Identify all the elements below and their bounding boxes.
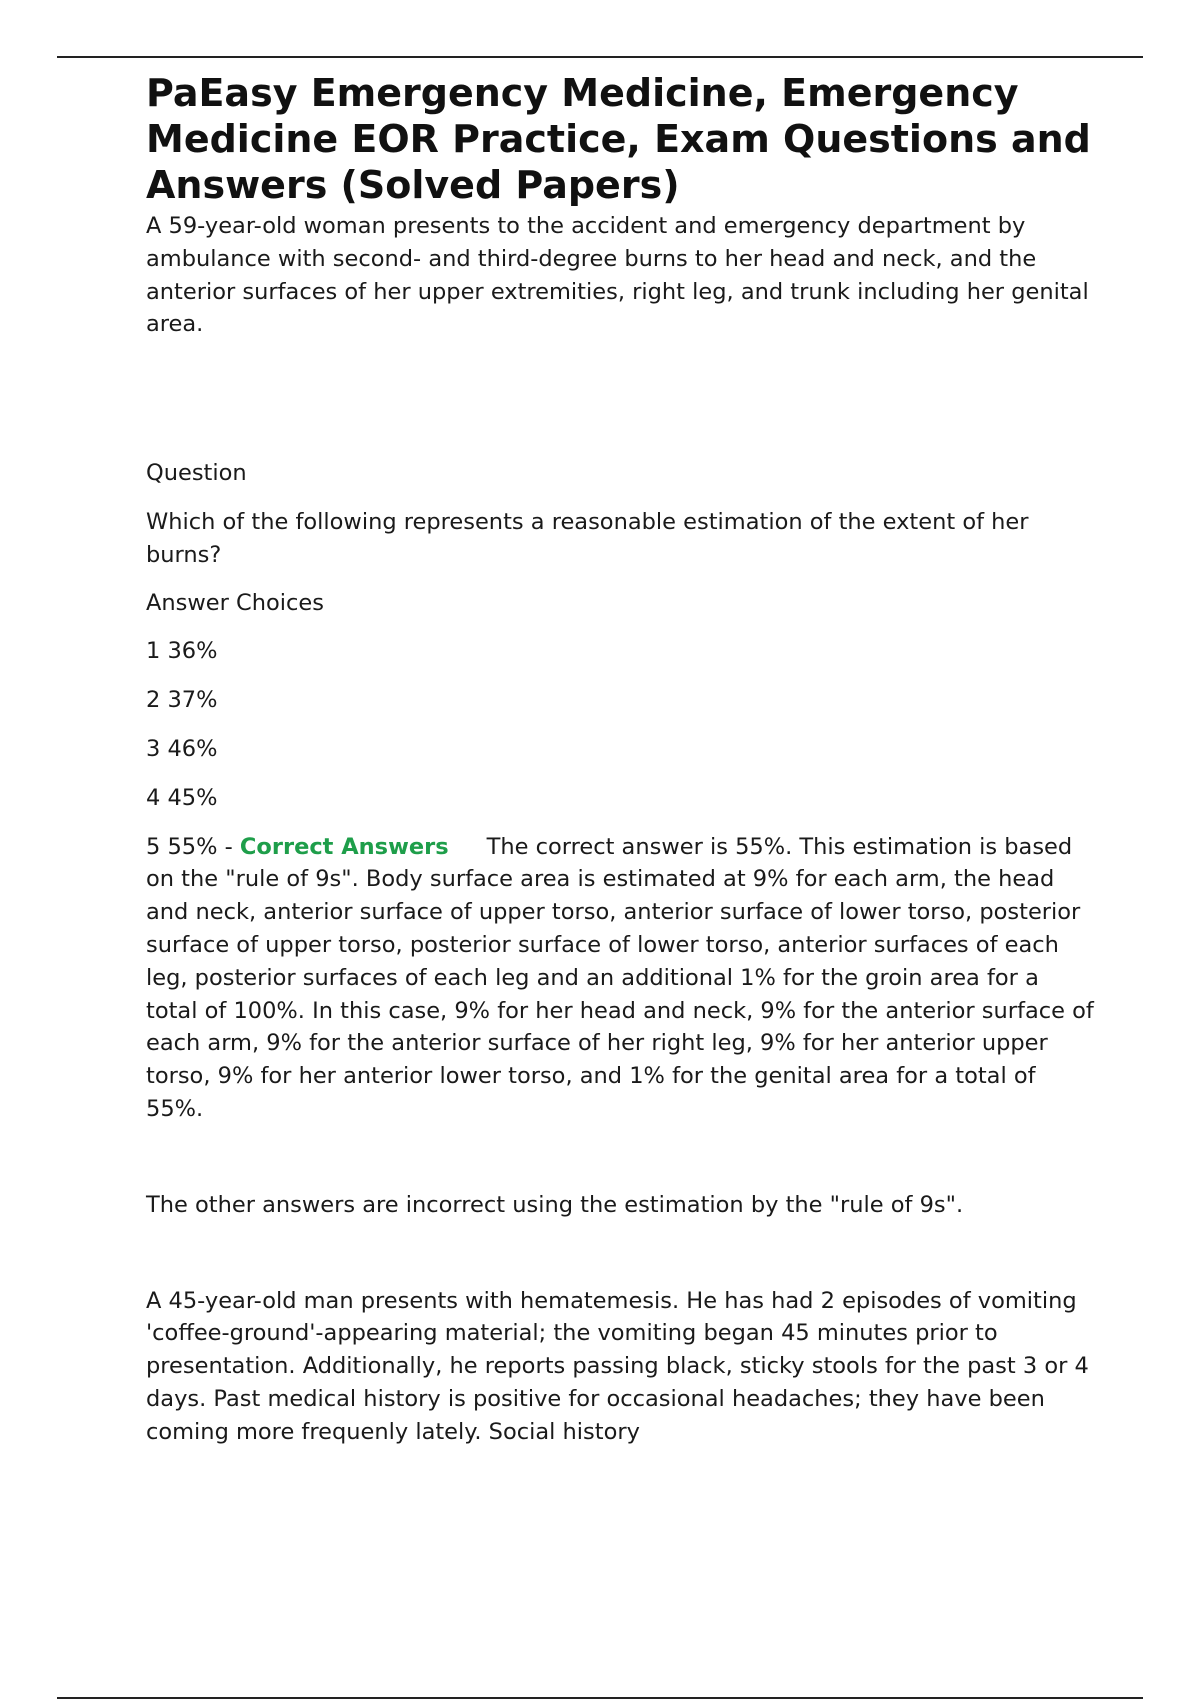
answer-explanation: The correct answer is 55%. This estimation is based on the "rule of 9s". Body surface area is estimated at 9% for each arm, the head and neck, anterior surface of upper torso, anterior surface of lower torso, posterior surface of upper torso, posterior surface of lower torso, anterior surfaces of each leg, posterior surfaces of each leg and an additional 1% for the groin area for a total of 100%. In this case, 9% for her head and neck, 9% for the anterior surface of each arm, 9% for the anterior surface of her right leg, 9% for her anterior upper torso, 9% for her anterior lower torso, and 1% for the genital area for a total of 55%. bbox=[146, 833, 1094, 1122]
answer-choice-2: 2 37% bbox=[146, 687, 218, 714]
other-answers-note: The other answers are incorrect using the estimation by the "rule of 9s". bbox=[146, 1191, 964, 1218]
answer-choice-3: 3 46% bbox=[146, 735, 218, 762]
question-text: Which of the following represents a reasonable estimation of the extent of her burns? bbox=[146, 508, 1029, 568]
case-description: A 59-year-old woman presents to the accident and emergency department by ambulance with second- and third-degree burns to her head and neck, and the anterior surfaces of her upper extremities, right leg, and trunk including her genital area. bbox=[146, 213, 1089, 338]
answer-choice-1: 1 36% bbox=[146, 638, 218, 665]
answer-choices-label: Answer Choices bbox=[146, 589, 324, 616]
answer-prefix: 5 55% - bbox=[146, 833, 240, 860]
correct-answers-label: Correct Answers bbox=[239, 833, 449, 860]
document-title: PaEasy Emergency Medicine, Emergency Medicine EOR Practice, Exam Questions and Answers (Solved Papers) bbox=[146, 71, 1091, 207]
bottom-divider bbox=[57, 1697, 1143, 1699]
next-case-description: A 45-year-old man presents with hematemesis. He has had 2 episodes of vomiting 'coffee-ground'-appearing material; the vomiting began 45 minutes prior to presentation. Additionally, he reports passing black, sticky stools for the past 3 or 4 days. Past medical history is positive for occasional headaches; they have been coming more frequenly lately. Social history bbox=[146, 1287, 1089, 1445]
document-body bbox=[146, 70, 1096, 1449]
question-label: Question bbox=[146, 460, 247, 487]
answer-choice-4: 4 45% bbox=[146, 784, 218, 811]
top-divider bbox=[57, 56, 1143, 58]
answer-choice-5-correct bbox=[146, 831, 1096, 1126]
